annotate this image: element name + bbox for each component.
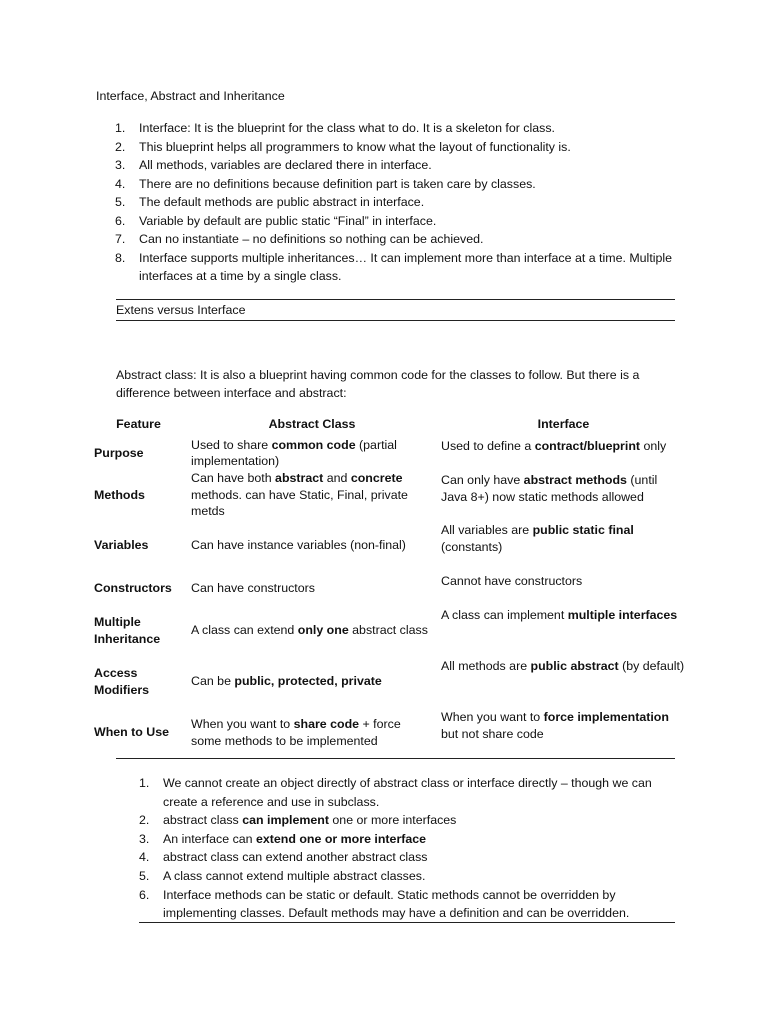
abstract-class-cell <box>187 436 437 470</box>
list-item-text: The default methods are public abstract in interface. <box>139 195 425 209</box>
text-run: Can have both <box>191 471 276 486</box>
text-run: (by default) <box>618 659 685 673</box>
text-run: but not share code <box>441 726 544 741</box>
list-item <box>139 811 673 830</box>
abstract-class-cell <box>187 605 437 656</box>
divider-line <box>116 299 675 300</box>
text-run: (constants) <box>441 539 503 554</box>
feature-cell: Variables <box>94 538 149 553</box>
list-item <box>139 830 673 849</box>
abstract-paragraph: Abstract class: It is also a blueprint having common code for the classes to follow. But there is a difference between interface and abstract: <box>116 368 640 400</box>
list-item <box>115 156 679 175</box>
interface-cell <box>437 605 690 656</box>
list-item-text: All methods, variables are declared there in interface. <box>139 158 432 172</box>
text-run: abstract class <box>163 813 243 828</box>
list-number: 6. <box>115 213 126 228</box>
list-item <box>139 886 673 923</box>
document-title: Interface, Abstract and Inheritance <box>96 89 285 103</box>
list-number: 4. <box>139 850 150 865</box>
list-item-text <box>163 888 629 921</box>
text-run: Can have instance variables (non-final) <box>191 538 406 553</box>
list-item <box>115 212 679 231</box>
text-run: abstract class can extend another abstract class <box>163 850 428 865</box>
list-item-text: There are no definitions because definition part is taken care by classes. <box>139 176 536 191</box>
list-number: 2. <box>139 813 150 828</box>
list-item-text <box>163 869 425 883</box>
interface-points-list <box>115 119 679 286</box>
list-item-text: Can no instantiate – no definitions so nothing can be achieved. <box>139 232 484 246</box>
list-item <box>139 774 673 811</box>
table-row <box>90 707 690 758</box>
list-item <box>115 138 679 157</box>
text-run: methods. can have Static, Final, private metds <box>191 487 408 519</box>
bold-text: public static final <box>532 523 634 537</box>
table-row <box>90 436 690 470</box>
interface-cell <box>437 707 690 758</box>
bold-text: abstract methods <box>523 473 627 487</box>
text-run: + force some methods to be implemented <box>191 717 401 748</box>
bold-text: contract/blueprint <box>534 439 641 453</box>
bold-text: multiple interfaces <box>567 608 678 622</box>
bold-text: common code <box>271 437 356 452</box>
bold-text: concrete <box>350 471 403 486</box>
text-run: Used to define a <box>441 439 535 453</box>
list-item-text: Interface: It is the blueprint for the class what to do. It is a skeleton for class. <box>139 121 555 135</box>
text-run: one or more interfaces <box>328 813 457 828</box>
text-run: Used to share <box>191 437 272 452</box>
list-item-text <box>163 813 456 827</box>
text-run: When you want to <box>191 717 294 731</box>
text-run: We cannot create an object directly of abstract class or interface directly – though we can create a reference and use in subclass. <box>163 776 652 809</box>
text-run: Can be <box>191 674 235 689</box>
list-number: 1. <box>115 121 126 135</box>
table-row <box>90 571 690 605</box>
text-run: When you want to <box>441 710 544 724</box>
abstract-class-cell <box>187 470 437 520</box>
abstract-class-cell <box>187 520 437 571</box>
list-number: 6. <box>139 887 150 902</box>
text-run: An interface can <box>163 831 256 846</box>
table-row <box>90 656 690 707</box>
interface-cell <box>437 571 690 605</box>
list-number: 3. <box>139 831 150 846</box>
divider-line <box>116 758 675 759</box>
list-item-text <box>163 776 652 809</box>
abstract-class-cell <box>187 571 437 605</box>
divider-line <box>139 922 675 923</box>
table-header-row <box>90 414 690 436</box>
list-item <box>115 175 679 194</box>
list-item-text: Interface supports multiple inheritances… It can implement more than interface at a time. Multiple interfaces at a time by a single class. <box>139 250 673 283</box>
text-run: All variables are <box>441 523 533 537</box>
table-row <box>90 520 690 571</box>
interface-cell <box>437 656 690 707</box>
comparison-table <box>90 414 690 758</box>
text-run: (until Java 8+) now static methods allowed <box>441 473 658 504</box>
feature-cell: Methods <box>94 487 145 502</box>
text-run: abstract class <box>348 623 428 638</box>
text-run: only <box>640 439 667 453</box>
text-run: (partial implementation) <box>191 437 397 468</box>
summary-points-list <box>139 774 673 923</box>
list-number: 3. <box>115 158 126 172</box>
text-run: and <box>323 471 351 486</box>
text-run: Interface methods can be static or default. Static methods cannot be overridden by implementing classes. Default methods may have a definition and can be overridden. <box>163 887 630 921</box>
text-run: All methods are <box>441 659 531 673</box>
table-row <box>90 605 690 656</box>
header-feature: Feature <box>116 417 161 431</box>
header-abstract-class: Abstract Class <box>268 417 356 431</box>
list-number: 1. <box>139 776 150 790</box>
header-interface: Interface <box>537 417 590 431</box>
feature-cell: Access Modifiers <box>94 666 150 697</box>
bold-text: force implementation <box>543 710 669 724</box>
bold-text: share code <box>293 717 360 731</box>
feature-cell: Purpose <box>94 445 144 460</box>
text-run: Cannot have constructors <box>441 574 583 588</box>
list-item <box>115 230 679 249</box>
text-run: A class can implement <box>441 608 568 622</box>
extends-heading: Extens versus Interface <box>116 303 246 317</box>
feature-cell: Constructors <box>94 580 172 595</box>
list-item <box>115 193 679 212</box>
list-item <box>115 119 679 138</box>
interface-cell <box>437 520 690 571</box>
text-run: Can only have <box>441 473 524 487</box>
text-run: A class cannot extend multiple abstract classes. <box>163 868 426 883</box>
abstract-class-cell <box>187 707 437 758</box>
feature-cell: When to Use <box>94 725 170 740</box>
bold-text: public abstract <box>530 659 619 673</box>
list-item-text <box>163 850 427 864</box>
text-run: A class can extend <box>191 623 298 638</box>
list-item <box>139 848 673 867</box>
bold-text: can implement <box>242 813 329 828</box>
bold-text: extend one or more interface <box>255 831 427 846</box>
table-row <box>90 470 690 520</box>
feature-cell: Multiple Inheritance <box>94 615 161 646</box>
list-number: 5. <box>115 195 126 209</box>
bold-text: abstract <box>275 471 324 486</box>
list-item-text <box>163 832 426 846</box>
bold-text: only one <box>297 623 349 638</box>
divider-line <box>116 320 675 321</box>
list-number: 2. <box>115 139 126 154</box>
text-run: Can have constructors <box>191 580 315 595</box>
list-number: 4. <box>115 176 126 191</box>
abstract-class-cell <box>187 656 437 707</box>
list-number: 5. <box>139 868 150 883</box>
interface-cell <box>437 470 690 520</box>
list-item <box>115 249 679 286</box>
interface-cell <box>437 436 690 470</box>
list-item-text: Variable by default are public static “Final” in interface. <box>139 213 437 228</box>
list-number: 8. <box>115 250 126 265</box>
list-number: 7. <box>115 232 126 246</box>
list-item <box>139 867 673 886</box>
list-item-text: This blueprint helps all programmers to know what the layout of functionality is. <box>139 139 571 154</box>
bold-text: public, protected, private <box>234 674 382 689</box>
